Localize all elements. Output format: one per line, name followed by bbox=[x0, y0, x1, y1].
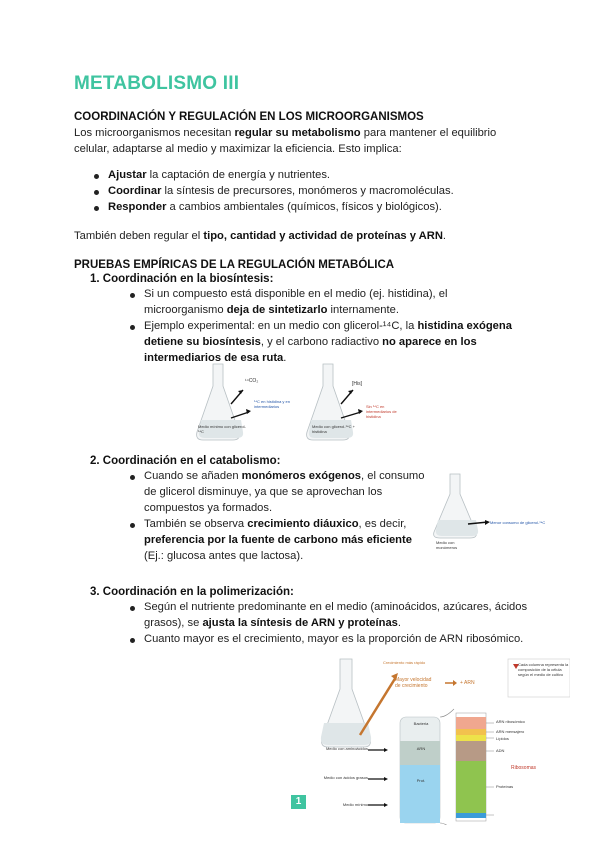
red-label: Ribosomas bbox=[511, 765, 537, 771]
fig4-box-note: Cada columna representa la composición de la célula según el medio de cultivo bbox=[518, 662, 569, 677]
section-heading-coordination: COORDINACIÓN Y REGULACIÓN EN LOS MICROORGANISMOS bbox=[74, 111, 424, 123]
list-item: Cuando se añaden monómeros exógenos, el consumo de glicerol disminuye, ya que se aprovechan los compuestos ya formados. bbox=[144, 470, 425, 514]
fig2-medium: Medio con glicerol-¹⁴C + histidina bbox=[312, 424, 355, 434]
figure-catabolism-flask bbox=[430, 472, 570, 542]
side-label: Medio mínimo bbox=[342, 802, 368, 807]
intro-paragraph: Los microorganismos necesitan regular su metabolismo para mantener el equilibrio celular, adaptarse al medio y maximizar la eficiencia. Esto implica: bbox=[74, 127, 497, 155]
bullet-dot bbox=[130, 606, 135, 611]
bullet-dot bbox=[94, 174, 99, 179]
legend-item: ARN ribosómico bbox=[496, 719, 525, 724]
legend-item: Proteínas bbox=[496, 784, 514, 789]
also-regulate-text: También deben regular el tipo, cantidad y actividad de proteínas y ARN. bbox=[74, 230, 447, 242]
arrow-right-icon bbox=[341, 412, 361, 418]
list-item: Ejemplo experimental: en un medio con glicerol-¹⁴C, la histidina exógena detiene su biosíntesis, y el carbono radiactivo no aparece en los intermediarios de esa ruta. bbox=[144, 320, 512, 364]
list-item: Responder a cambios ambientales (químicos, físicos y biológicos). bbox=[108, 201, 442, 213]
fig4-arrow-label: + ARN bbox=[460, 680, 475, 686]
legend-item: ARN mensajero bbox=[496, 729, 525, 734]
item-2-title: 2. Coordinación en el catabolismo: bbox=[90, 455, 281, 467]
list-item: Coordinar la síntesis de precursores, monómeros y macromoléculas. bbox=[108, 185, 454, 197]
bullet-dot bbox=[130, 638, 135, 643]
flask-icon bbox=[321, 659, 371, 747]
side-label: Medio con ácidos grasos bbox=[323, 775, 368, 780]
page-number: 1 bbox=[291, 795, 306, 809]
bullet-dot bbox=[94, 190, 99, 195]
bullet-dot bbox=[130, 523, 135, 528]
section-heading-empirical: PRUEBAS EMPÍRICAS DE LA REGULACIÓN METABÓLICA bbox=[74, 259, 395, 271]
fig4-speed: Mayor velocidad de crecimiento bbox=[395, 677, 432, 689]
legend-item: Lípidos bbox=[496, 736, 509, 741]
arrow-right-icon bbox=[231, 412, 249, 418]
page-title: METABOLISMO III bbox=[74, 73, 240, 94]
side-label: Medio con aminoácidos bbox=[325, 746, 368, 751]
item-1-title: 1. Coordinación en la biosíntesis: bbox=[90, 273, 274, 285]
list-item: Según el nutriente predominante en el medio (aminoácidos, azúcares, ácidos grasos), se ajusta la síntesis de ARN y proteínas. bbox=[144, 601, 528, 629]
list-item: Cuanto mayor es el crecimiento, mayor es la proporción de ARN ribosómico. bbox=[144, 633, 524, 645]
list-item: Si un compuesto está disponible en el medio (ej. histidina), el microorganismo deja de sintetizarlo internamente. bbox=[144, 288, 448, 316]
arrow-up-icon bbox=[360, 677, 396, 735]
bullet-dot bbox=[130, 293, 135, 298]
bullet-dot bbox=[130, 325, 135, 330]
list-item: También se observa crecimiento diáuxico, es decir, preferencia por la fuente de carbono más eficiente (Ej.: glucosa antes que lactosa). bbox=[144, 518, 412, 562]
bullet-dot bbox=[94, 206, 99, 211]
flask-icon bbox=[434, 474, 479, 538]
item-3-title: 3. Coordinación en la polimerización: bbox=[90, 586, 294, 598]
fig2-note: Sin ¹⁴C en intermediarios de histidina bbox=[366, 404, 397, 419]
cell-mid-label: ARN bbox=[416, 746, 426, 751]
list-item: Ajustar la captación de energía y nutrientes. bbox=[108, 169, 331, 181]
legend-item: ADN bbox=[496, 748, 505, 753]
fig3-note: Menor consumo de glicerol-¹⁴C bbox=[490, 520, 546, 525]
fig1-medium: Medio mínimo con glicerol-¹⁴C bbox=[198, 424, 246, 434]
fig1-note: ¹⁴C en histidina y en intermediarios bbox=[254, 399, 290, 409]
fig4-top-note: Crecimiento más rápido bbox=[383, 660, 426, 665]
bullet-dot bbox=[130, 475, 135, 480]
his-label: [His] bbox=[352, 381, 362, 387]
fig3-medium: Medio con monómeros bbox=[436, 540, 458, 550]
cell-low-label: Prot. bbox=[416, 778, 426, 783]
co2-label: ¹⁴CO₂ bbox=[245, 378, 259, 384]
cell-top-label: Bacteria bbox=[413, 721, 429, 726]
